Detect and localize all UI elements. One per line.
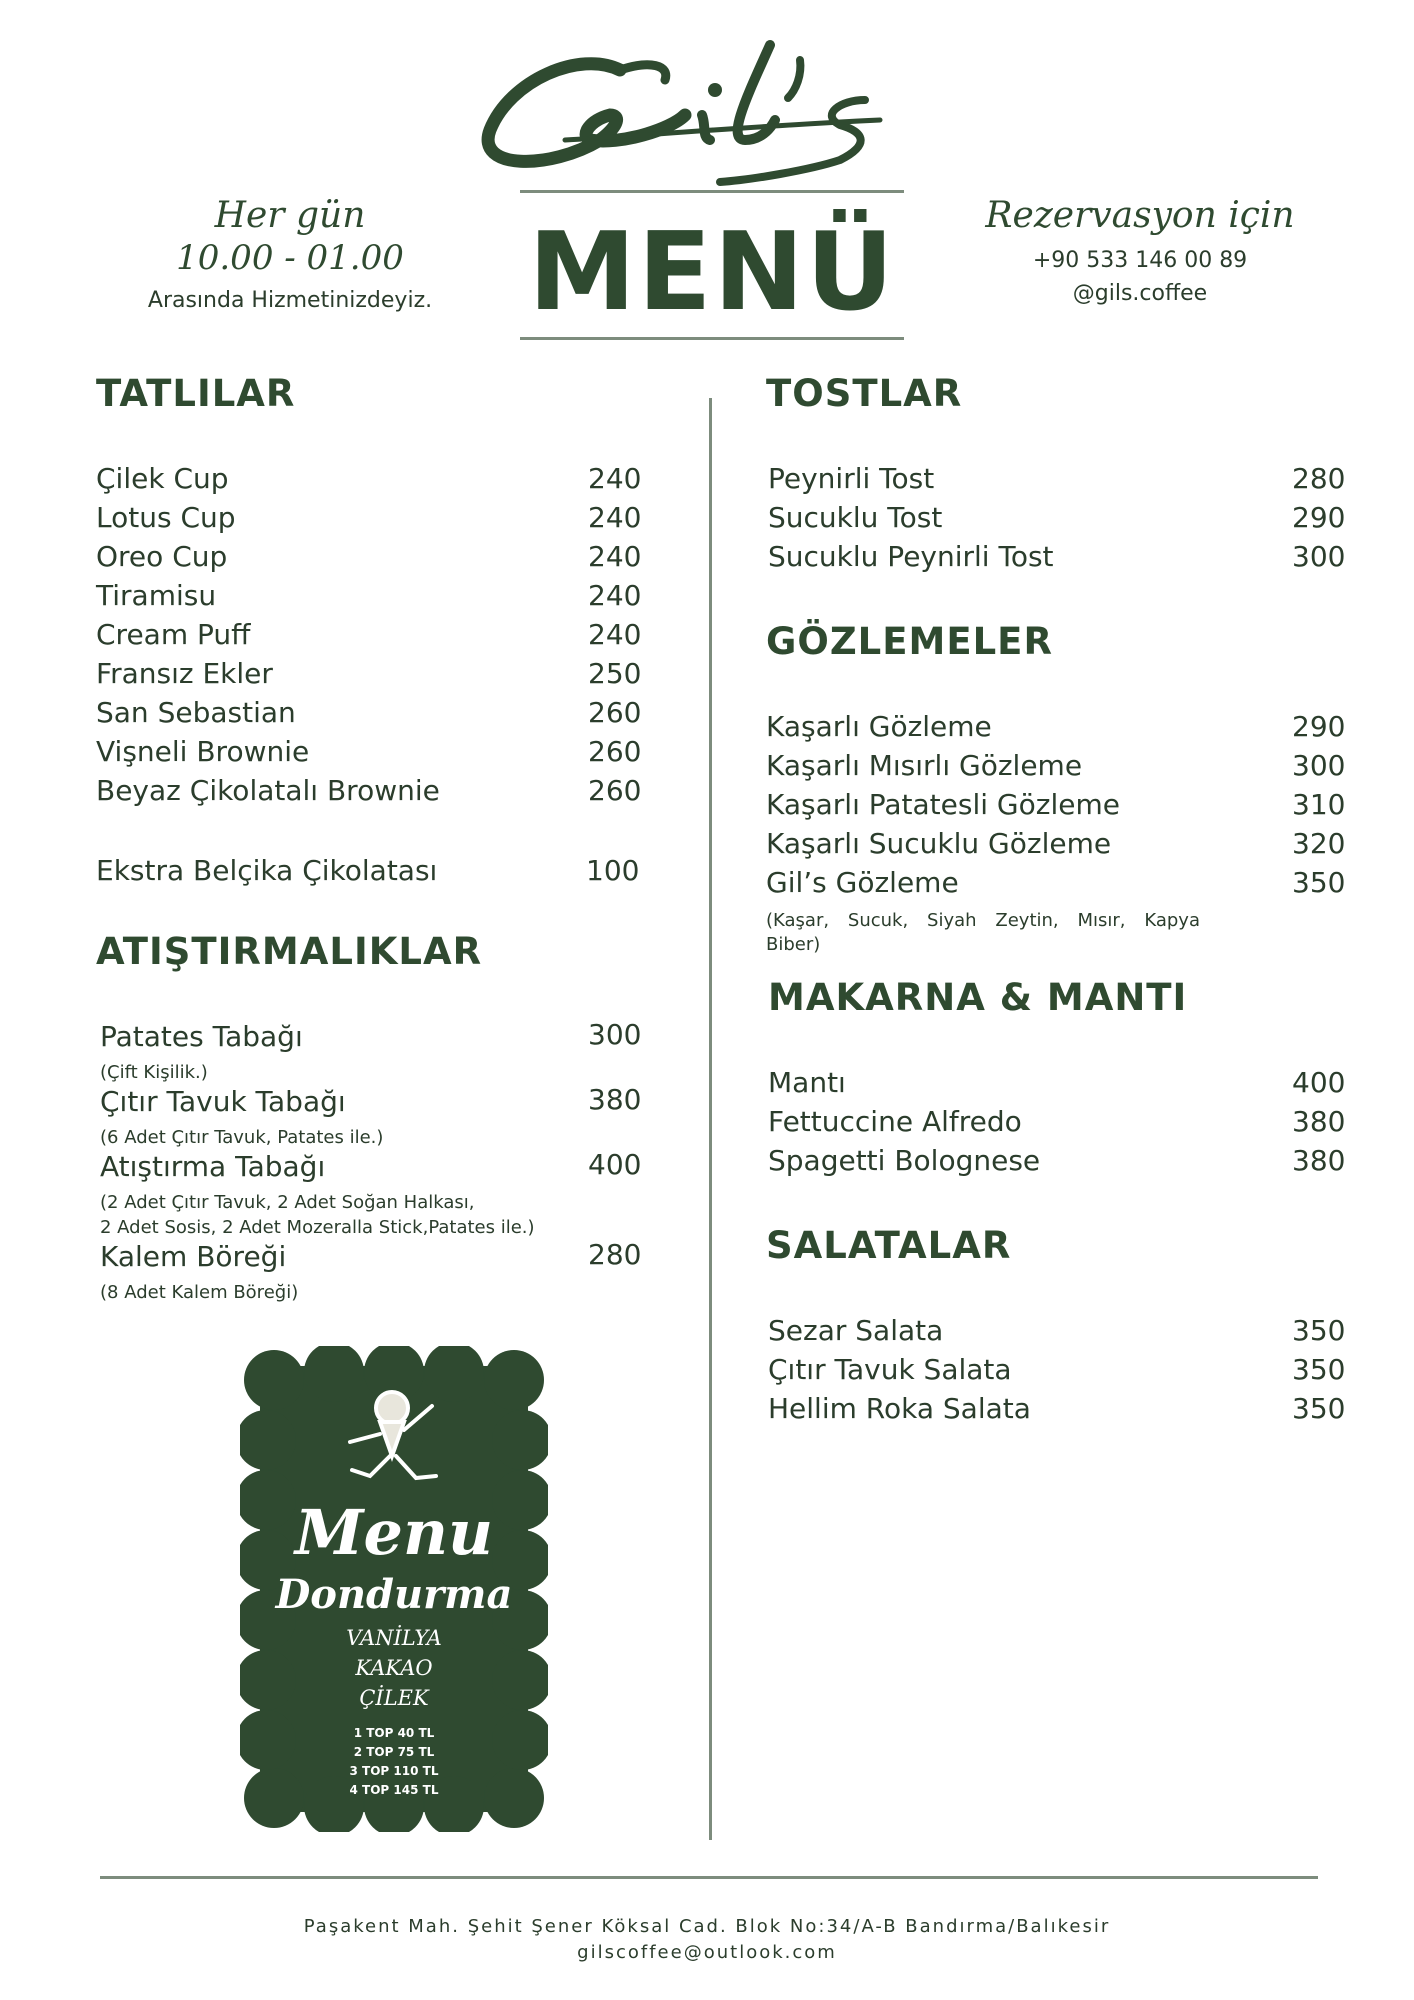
menu-title: MENÜ	[528, 210, 896, 335]
section-title-gozlemeler: GÖZLEMELER	[766, 620, 1053, 663]
menu-item-name: Fettuccine Alfredo	[768, 1105, 1022, 1138]
menu-item-name: Kaşarlı Mısırlı Gözleme	[766, 749, 1083, 782]
menu-item-price: 250	[588, 657, 642, 690]
gils-logo	[470, 20, 950, 190]
menu-item-name: Çıtır Tavuk Tabağı	[100, 1085, 346, 1118]
flavor-item: ÇİLEK	[359, 1686, 429, 1710]
menu-title-block	[520, 190, 904, 340]
menu-item-name: Lotus Cup	[96, 501, 236, 534]
menu-item-price: 280	[588, 1238, 642, 1271]
menu-item-price: 300	[1292, 749, 1346, 782]
menu-item-price: 350	[1292, 1392, 1346, 1425]
menu-item-name: San Sebastian	[96, 696, 296, 729]
menu-item-price: 260	[588, 735, 642, 768]
menu-item-note: Biber)	[766, 934, 821, 955]
menu-item-name: Beyaz Çikolatalı Brownie	[96, 774, 440, 807]
menu-item-price: 320	[1292, 827, 1346, 860]
menu-item-name: Spagetti Bolognese	[768, 1144, 1041, 1177]
footer-address: Paşakent Mah. Şehit Şener Köksal Cad. Blok No:34/A-B Bandırma/Balıkesir	[303, 1916, 1111, 1937]
menu-item-price: 300	[588, 1018, 642, 1051]
scoop-price: 3 TOP 110 TL	[349, 1764, 439, 1778]
scoop-price: 2 TOP 75 TL	[353, 1745, 435, 1759]
menu-item-price: 400	[1292, 1066, 1346, 1099]
hours-note: Arasında Hizmetinizdeyiz.	[147, 288, 433, 313]
reservation-label: Rezervasyon için	[985, 195, 1295, 236]
menu-item-price: 380	[1292, 1105, 1346, 1138]
menu-item-name: Kaşarlı Sucuklu Gözleme	[766, 827, 1112, 860]
menu-item-name: Kalem Böreği	[100, 1240, 287, 1273]
footer-email[interactable]: gilscoffee@outlook.com	[577, 1942, 837, 1963]
menu-item-name: Kaşarlı Patatesli Gözleme	[766, 788, 1120, 821]
section-title-tatlilar: TATLILAR	[96, 372, 296, 415]
section-title-tostlar: TOSTLAR	[766, 372, 963, 415]
flavor-item: VANİLYA	[346, 1626, 442, 1650]
title-top-rule	[520, 190, 904, 193]
menu-item-price: 380	[588, 1083, 642, 1116]
hours-time: 10.00 - 01.00	[176, 238, 404, 278]
menu-item-price: 260	[588, 774, 642, 807]
menu-item-name: Sucuklu Tost	[768, 501, 943, 534]
dondurma-title: Menu	[294, 1496, 494, 1569]
flavor-item: KAKAO	[355, 1656, 433, 1680]
menu-item-name: Fransız Ekler	[96, 657, 273, 690]
menu-item-name: Gil’s Gözleme	[766, 866, 959, 899]
menu-item-note: 2 Adet Sosis, 2 Adet Mozeralla Stick,Patates ile.)	[100, 1217, 535, 1238]
menu-item-note: (6 Adet Çıtır Tavuk, Patates ile.)	[100, 1127, 384, 1148]
menu-item-price: 350	[1292, 866, 1346, 899]
menu-item-name: Cream Puff	[96, 618, 251, 651]
menu-item-price: 280	[1292, 462, 1346, 495]
menu-item-name: Tiramisu	[96, 579, 217, 612]
instagram-handle[interactable]: @gils.coffee	[1072, 281, 1208, 306]
menu-item-name: Sezar Salata	[768, 1314, 944, 1347]
hours-label: Her gün	[214, 195, 366, 236]
menu-item-name: Patates Tabağı	[100, 1020, 303, 1053]
menu-item-price: 290	[1292, 710, 1346, 743]
section-title-salatalar: SALATALAR	[766, 1224, 1012, 1267]
menu-item-price: 290	[1292, 501, 1346, 534]
column-divider	[709, 398, 712, 1840]
section-title-atistirmaliklar: ATIŞTIRMALIKLAR	[96, 930, 483, 973]
menu-item-name: Çilek Cup	[96, 462, 229, 495]
extra-item-name: Ekstra Belçika Çikolatası	[96, 854, 438, 887]
ice-cream-menu-badge	[240, 1346, 548, 1832]
opening-hours	[120, 195, 460, 313]
menu-item-note: (Çift Kişilik.)	[100, 1062, 208, 1083]
menu-item-price: 350	[1292, 1353, 1346, 1386]
menu-item-price: 240	[588, 540, 642, 573]
menu-item-name: Mantı	[768, 1066, 846, 1099]
menu-item-price: 300	[1292, 540, 1346, 573]
menu-item-price: 240	[588, 462, 642, 495]
menu-item-price: 240	[588, 579, 642, 612]
menu-item-note: (2 Adet Çıtır Tavuk, 2 Adet Soğan Halkası,	[100, 1192, 475, 1213]
title-bottom-rule	[520, 337, 904, 340]
menu-item-name: Kaşarlı Gözleme	[766, 710, 992, 743]
menu-item-price: 400	[588, 1148, 642, 1181]
scoop-price: 1 TOP 40 TL	[353, 1726, 435, 1740]
menu-item-name: Oreo Cup	[96, 540, 228, 573]
menu-item-price: 380	[1292, 1144, 1346, 1177]
menu-item-name: Çıtır Tavuk Salata	[768, 1353, 1012, 1386]
menu-item-name: Hellim Roka Salata	[768, 1392, 1031, 1425]
scoop-price: 4 TOP 145 TL	[349, 1783, 439, 1797]
menu-item-note: (Kaşar, Sucuk, Siyah Zeytin, Mısır, Kapya	[766, 910, 1200, 931]
reservation-info	[980, 195, 1300, 306]
menu-item-name: Vişneli Brownie	[96, 735, 310, 768]
menu-item-price: 350	[1292, 1314, 1346, 1347]
section-title-makarna: MAKARNA & MANTI	[768, 976, 1188, 1019]
menu-item-note: (8 Adet Kalem Böreği)	[100, 1282, 299, 1303]
phone-number[interactable]: +90 533 146 00 89	[1032, 248, 1248, 273]
dondurma-subtitle: Dondurma	[275, 1571, 513, 1618]
footer-divider	[100, 1876, 1318, 1879]
menu-item-name: Peynirli Tost	[768, 462, 935, 495]
menu-item-name: Atıştırma Tabağı	[100, 1150, 326, 1183]
menu-item-price: 260	[588, 696, 642, 729]
menu-item-name: Sucuklu Peynirli Tost	[768, 540, 1054, 573]
extra-item-price: 100	[586, 854, 640, 887]
menu-item-price: 310	[1292, 788, 1346, 821]
menu-item-price: 240	[588, 618, 642, 651]
menu-item-price: 240	[588, 501, 642, 534]
